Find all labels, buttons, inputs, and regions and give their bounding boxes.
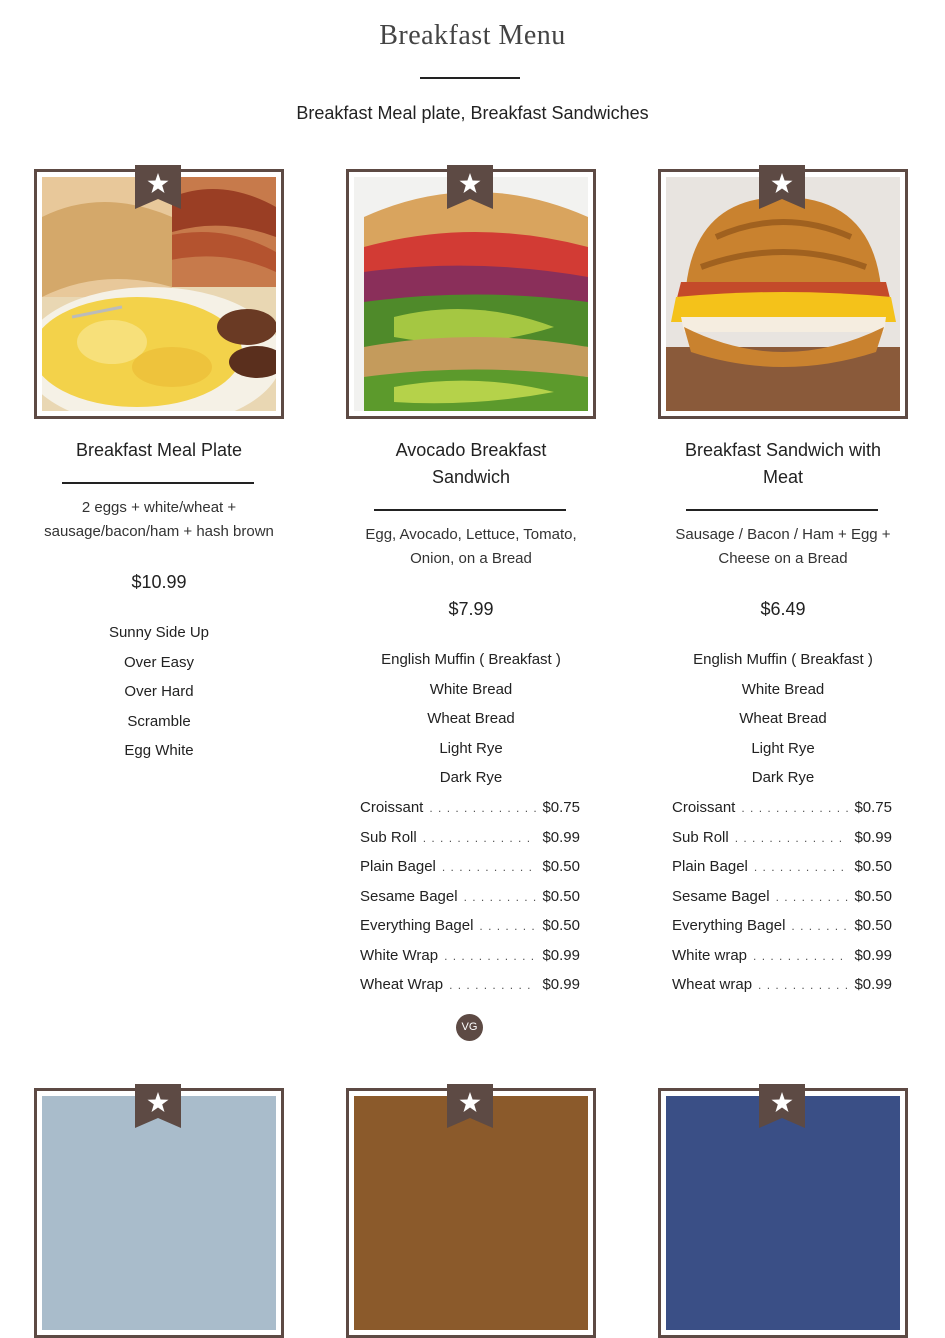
- option-item[interactable]: Sunny Side Up: [108, 624, 210, 641]
- star-ribbon-icon: [447, 1084, 493, 1128]
- brown-pastry-photo: [354, 1096, 588, 1330]
- dot-leader: [776, 883, 849, 913]
- dot-leader: [423, 824, 537, 854]
- menu-card-sandwich-with-meat: [658, 169, 908, 999]
- addon-item[interactable]: [672, 852, 892, 882]
- dot-leader: [754, 853, 849, 883]
- addon-price: $0.50: [854, 858, 892, 875]
- item-description: Egg, Avocado, Lettuce, Tomato, Onion, on a Bread: [365, 526, 577, 567]
- star-ribbon-icon: [135, 1084, 181, 1128]
- option-item[interactable]: Dark Rye: [439, 769, 503, 786]
- addon-item[interactable]: [672, 882, 892, 912]
- vegetarian-badge[interactable]: VG: [456, 1014, 483, 1041]
- addon-item[interactable]: [360, 970, 580, 1000]
- item-name: Breakfast Sandwich with Meat: [684, 440, 882, 487]
- title-divider: [420, 77, 520, 79]
- addon-item[interactable]: [672, 911, 892, 941]
- dot-leader: [479, 912, 536, 942]
- item-price: $7.99: [448, 599, 494, 619]
- addon-label: Sub Roll: [672, 828, 729, 846]
- dot-leader: [735, 824, 849, 854]
- menu-card-breakfast-meal-plate: [34, 169, 284, 789]
- option-item[interactable]: Wheat Bread: [739, 710, 827, 727]
- addon-item[interactable]: [360, 911, 580, 941]
- option-item[interactable]: English Muffin ( Breakfast ): [693, 651, 873, 668]
- addon-label: White Wrap: [360, 946, 439, 964]
- dot-leader: [464, 883, 537, 913]
- item-description: Sausage / Bacon / Ham + Egg + Cheese on a Bread: [675, 526, 891, 567]
- addon-price: $0.99: [854, 946, 892, 964]
- addon-price: $0.99: [542, 828, 580, 846]
- item-description: 2 eggs + white/wheat + sausage/bacon/ham + hash brown: [44, 499, 274, 540]
- item-divider: [686, 509, 878, 511]
- option-item[interactable]: Egg White: [124, 742, 194, 759]
- scrambled-eggs-photo: [42, 177, 276, 411]
- addon-list: [672, 793, 892, 1000]
- dot-leader: [791, 912, 848, 942]
- option-item[interactable]: Light Rye: [439, 739, 503, 757]
- page-subtitle: Breakfast Meal plate, Breakfast Sandwiches: [296, 103, 649, 123]
- addon-label: Wheat wrap: [672, 976, 753, 993]
- addon-label: White wrap: [672, 946, 748, 964]
- addon-label: Sesame Bagel: [360, 887, 458, 905]
- option-list: [346, 645, 596, 793]
- option-list: [658, 645, 908, 793]
- addon-label: Sesame Bagel: [672, 887, 770, 905]
- option-item[interactable]: Dark Rye: [751, 769, 815, 786]
- addon-price: $0.75: [542, 799, 580, 816]
- menu-card-next-2: [346, 1088, 596, 1137]
- addon-item[interactable]: [672, 823, 892, 853]
- item-name: Breakfast Meal Plate: [75, 440, 243, 460]
- option-item[interactable]: White Bread: [741, 680, 825, 698]
- addon-item[interactable]: [360, 852, 580, 882]
- addon-price: $0.50: [542, 917, 580, 934]
- addon-label: Croissant: [672, 799, 736, 816]
- item-price: $10.99: [131, 572, 187, 592]
- menu-card-avocado-sandwich: [346, 169, 596, 999]
- item-name: Avocado Breakfast Sandwich: [395, 440, 547, 487]
- page-title: Breakfast Menu: [379, 20, 566, 51]
- star-ribbon-icon: [135, 165, 181, 209]
- option-list: [34, 618, 284, 766]
- addon-price: $0.50: [854, 887, 892, 905]
- addon-price: $0.75: [854, 799, 892, 816]
- addon-item[interactable]: [360, 823, 580, 853]
- addon-item[interactable]: [360, 793, 580, 823]
- option-item[interactable]: English Muffin ( Breakfast ): [381, 651, 561, 668]
- addon-list: [360, 793, 580, 1000]
- star-ribbon-icon: [759, 1084, 805, 1128]
- dot-leader: [444, 942, 536, 972]
- addon-price: $0.99: [542, 946, 580, 964]
- addon-item[interactable]: [360, 941, 580, 971]
- dot-leader: [429, 794, 536, 824]
- dot-leader: [753, 942, 848, 972]
- addon-price: $0.99: [854, 828, 892, 846]
- addon-label: Croissant: [360, 799, 424, 816]
- option-item[interactable]: White Bread: [429, 680, 513, 698]
- blue-food-photo: [42, 1096, 276, 1330]
- addon-label: Plain Bagel: [672, 858, 748, 875]
- addon-label: Wheat Wrap: [360, 976, 444, 993]
- option-item[interactable]: Scramble: [127, 712, 191, 730]
- option-item[interactable]: Over Hard: [124, 683, 194, 700]
- addon-price: $0.99: [542, 976, 580, 993]
- addon-item[interactable]: [672, 941, 892, 971]
- addon-label: Everything Bagel: [360, 917, 474, 934]
- addon-item[interactable]: [672, 793, 892, 823]
- item-price: $6.49: [760, 599, 806, 619]
- addon-price: $0.50: [854, 917, 892, 934]
- addon-price: $0.50: [542, 887, 580, 905]
- addon-label: Plain Bagel: [360, 858, 436, 875]
- menu-card-next-3: [658, 1088, 908, 1137]
- option-item[interactable]: Wheat Bread: [427, 710, 515, 727]
- addon-price: $0.99: [854, 976, 892, 993]
- croissant-sandwich-photo: [666, 177, 900, 411]
- dot-leader: [449, 971, 536, 1001]
- option-item[interactable]: Light Rye: [751, 739, 815, 757]
- star-ribbon-icon: [447, 165, 493, 209]
- star-ribbon-icon: [759, 165, 805, 209]
- blueberries-photo: [666, 1096, 900, 1330]
- addon-label: Sub Roll: [360, 828, 417, 846]
- item-divider: [374, 509, 566, 511]
- dot-leader: [741, 794, 848, 824]
- addon-item[interactable]: [672, 970, 892, 1000]
- addon-item[interactable]: [360, 882, 580, 912]
- addon-price: $0.50: [542, 858, 580, 875]
- dot-leader: [442, 853, 537, 883]
- dot-leader: [758, 971, 848, 1001]
- addon-label: Everything Bagel: [672, 917, 786, 934]
- avocado-sandwich-photo: [354, 177, 588, 411]
- item-divider: [62, 482, 254, 484]
- menu-card-next-1: [34, 1088, 284, 1137]
- option-item[interactable]: Over Easy: [123, 653, 195, 671]
